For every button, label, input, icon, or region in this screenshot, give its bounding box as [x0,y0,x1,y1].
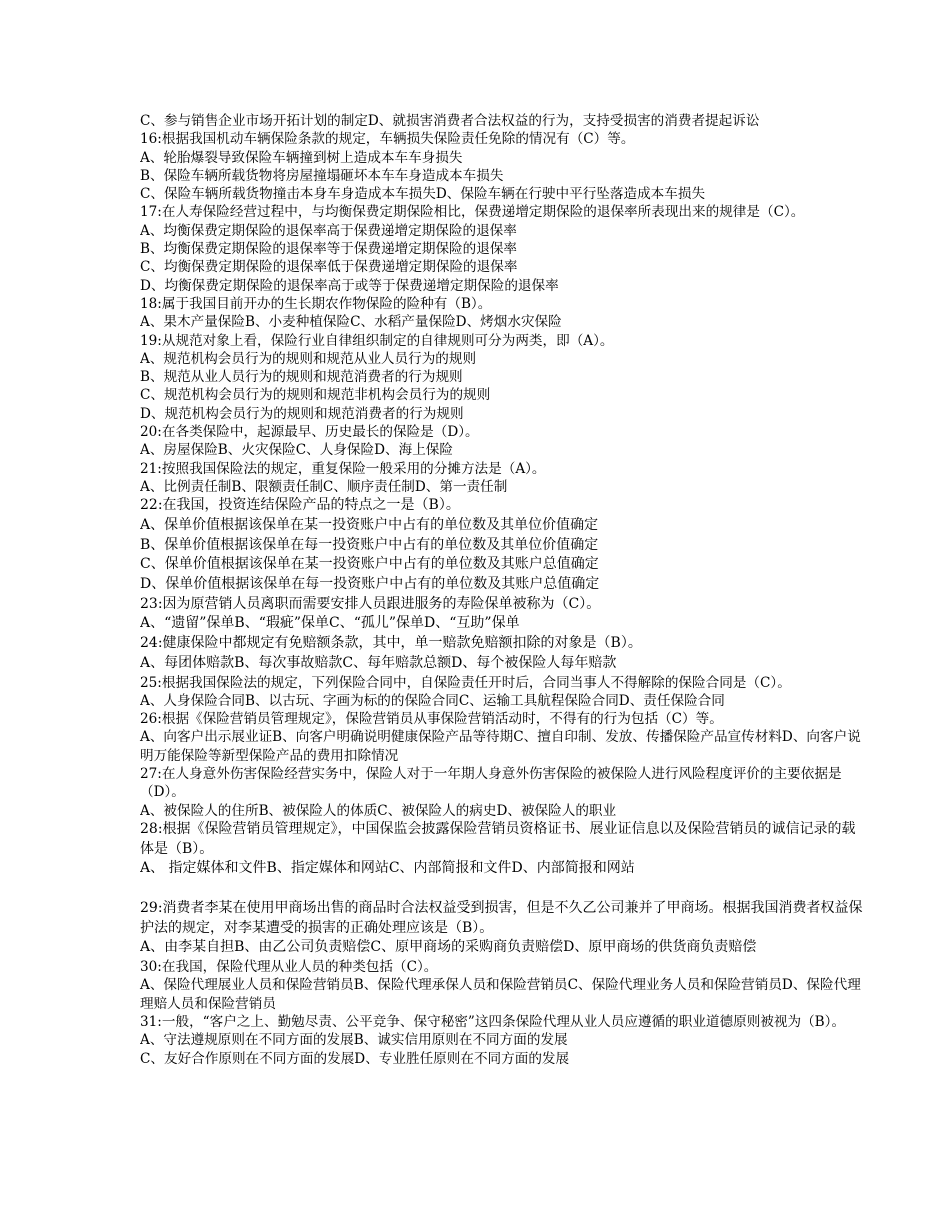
option-line: B、保险车辆所载货物将房屋撞塌砸坏本车车身造成本车损失 [140,167,504,184]
option-line: A、守法遵规原则在不同方面的发展B、诚实信用原则在不同方面的发展 [140,1032,568,1049]
option-line: D、保单价值根据该保单在每一投资账户中占有的单位数及其账户总值确定 [140,576,600,593]
question-17: 17:在人寿保险经营过程中，与均衡保费定期保险相比，保费递增定期保险的退保率所表现出来的规律是（C）。 [140,204,805,221]
option-line: B、保单价值根据该保单在每一投资账户中占有的单位数及其单位价值确定 [140,536,599,553]
option-line: B、规范从业人员行为的规则和规范消费者的行为规则 [140,369,463,386]
question-19: 19:从规范对象上看，保险行业自律组织制定的自律规则可分为两类，即（A）。 [140,332,614,349]
question-18: 18:属于我国目前开办的生长期农作物保险的险种有（B）。 [140,295,492,312]
option-line: C、均衡保费定期保险的退保率低于保费递增定期保险的退保率 [140,259,518,276]
option-line: A、比例责任制B、限额责任制C、顺序责任制D、第一责任制 [140,478,508,495]
question-20: 20:在各类保险中，起源最早、历史最长的保险是（D）。 [140,424,479,441]
option-line: A、“遗留”保单B、“瑕疵”保单C、“孤儿”保单D、“互助”保单 [140,615,520,632]
option-line: A、保险代理展业人员和保险营销员B、保险代理承保人员和保险营销员C、保险代理业务人员和保险营销员D、保险代理理赔人员和保险营销员 [140,977,861,1012]
option-line: D、均衡保费定期保险的退保率高于或等于保费递增定期保险的退保率 [140,277,559,294]
question-24: 24:健康保险中都规定有免赔额条款，其中，单一赔款免赔额扣除的对象是（B）。 [140,635,642,652]
option-line: A、被保险人的住所B、被保险人的体质C、被保险人的病史D、被保险人的职业 [140,802,617,819]
option-line: C、规范机构会员行为的规则和规范非机构会员行为的规则 [140,387,491,404]
option-line: A、轮胎爆裂导致保险车辆撞到树上造成本车车身损失 [140,149,463,166]
option-line: C、保险车辆所载货物撞击本身车身造成本车损失D、保险车辆在行驶中平行坠落造成本车损失 [140,186,706,203]
blank-line [140,879,868,899]
option-line: A、 指定媒体和文件B、指定媒体和网站C、内部简报和文件D、内部简报和网站 [140,860,635,877]
question-16: 16:根据我国机动车辆保险条款的规定，车辆损失保险责任免除的情况有（C）等。 [140,131,635,148]
option-line: A、均衡保费定期保险的退保率高于保费递增定期保险的退保率 [140,222,517,239]
question-25: 25:根据我国保险法的规定，下列保险合同中，自保险责任开时后，合同当事人不得解除的保险合同是（C）。 [140,674,791,691]
question-26: 26:根据《保险营销员管理规定》，保险营销员从事保险营销活动时，不得有的行为包括（C）等。 [140,711,723,728]
option-line: D、规范机构会员行为的规则和规范消费者的行为规则 [140,405,464,422]
option-line: A、人身保险合同B、以古玩、字画为标的的保险合同C、运输工具航程保险合同D、责任保险合同 [140,692,725,709]
option-line: B、均衡保费定期保险的退保率等于保费递增定期保险的退保率 [140,241,518,258]
question-23: 23:因为原营销人员离职而需要安排人员跟进服务的寿险保单被称为（C）。 [140,595,601,612]
option-line: A、规范机构会员行为的规则和规范从业人员行为的规则 [140,350,477,367]
option-line: A、保单价值根据该保单在某一投资账户中占有的单位数及其单位价值确定 [140,516,599,533]
option-line: A、向客户出示展业证B、向客户明确说明健康保险产品等待期C、擅自印制、发放、传播保险产品宣传材料D、向客户说明万能保险等新型保险产品的费用扣除情况 [140,729,861,764]
option-line: C、友好合作原则在不同方面的发展D、专业胜任原则在不同方面的发展 [140,1050,570,1067]
option-line: A、每团体赔款B、每次事故赔款C、每年赔款总额D、每个被保险人每年赔款 [140,654,617,671]
option-line: A、由李某自担B、由乙公司负责赔偿C、原甲商场的采购商负责赔偿D、原甲商场的供货商负责赔偿 [140,939,757,956]
option-line: A、果木产量保险B、小麦种植保险C、水稻产量保险D、烤烟水灾保险 [140,314,562,331]
document-page [140,112,868,1068]
question-22: 22:在我国，投资连结保险产品的特点之一是（B）。 [140,497,460,514]
question-29: 29:消费者李某在使用甲商场出售的商品时合法权益受到损害，但是不久乙公司兼并了甲商场。根据我国消费者权益保护法的规定，对李某遭受的损害的正确处理应该是（B）。 [140,900,863,936]
text-line: C、参与销售企业市场开拓计划的制定D、就损害消费者合法权益的行为，支持受损害的消费者提起诉讼 [140,113,760,129]
question-21: 21:按照我国保险法的规定，重复保险一般采用的分摊方法是（A）。 [140,460,546,477]
option-line: A、房屋保险B、火灾保险C、人身保险D、海上保险 [140,442,453,459]
question-31: 31:一般，“客户之上、勤勉尽责、公平竞争、保守秘密”这四条保险代理从业人员应遵循的职业道德原则被视为（B）。 [140,1014,846,1031]
option-line: C、保单价值根据该保单在某一投资账户中占有的单位数及其账户总值确定 [140,556,599,573]
question-28: 28:根据《保险营销员管理规定》，中国保监会披露保险营销员资格证书、展业证信息以及保险营销员的诚信记录的载体是（B）。 [140,820,856,857]
question-30: 30:在我国，保险代理从业人员的种类包括（C）。 [140,959,438,976]
question-27: 27:在人身意外伤害保险经营实务中，保险人对于一年期人身意外伤害保险的被保险人进行风险程度评价的主要依据是（D）。 [140,766,842,801]
